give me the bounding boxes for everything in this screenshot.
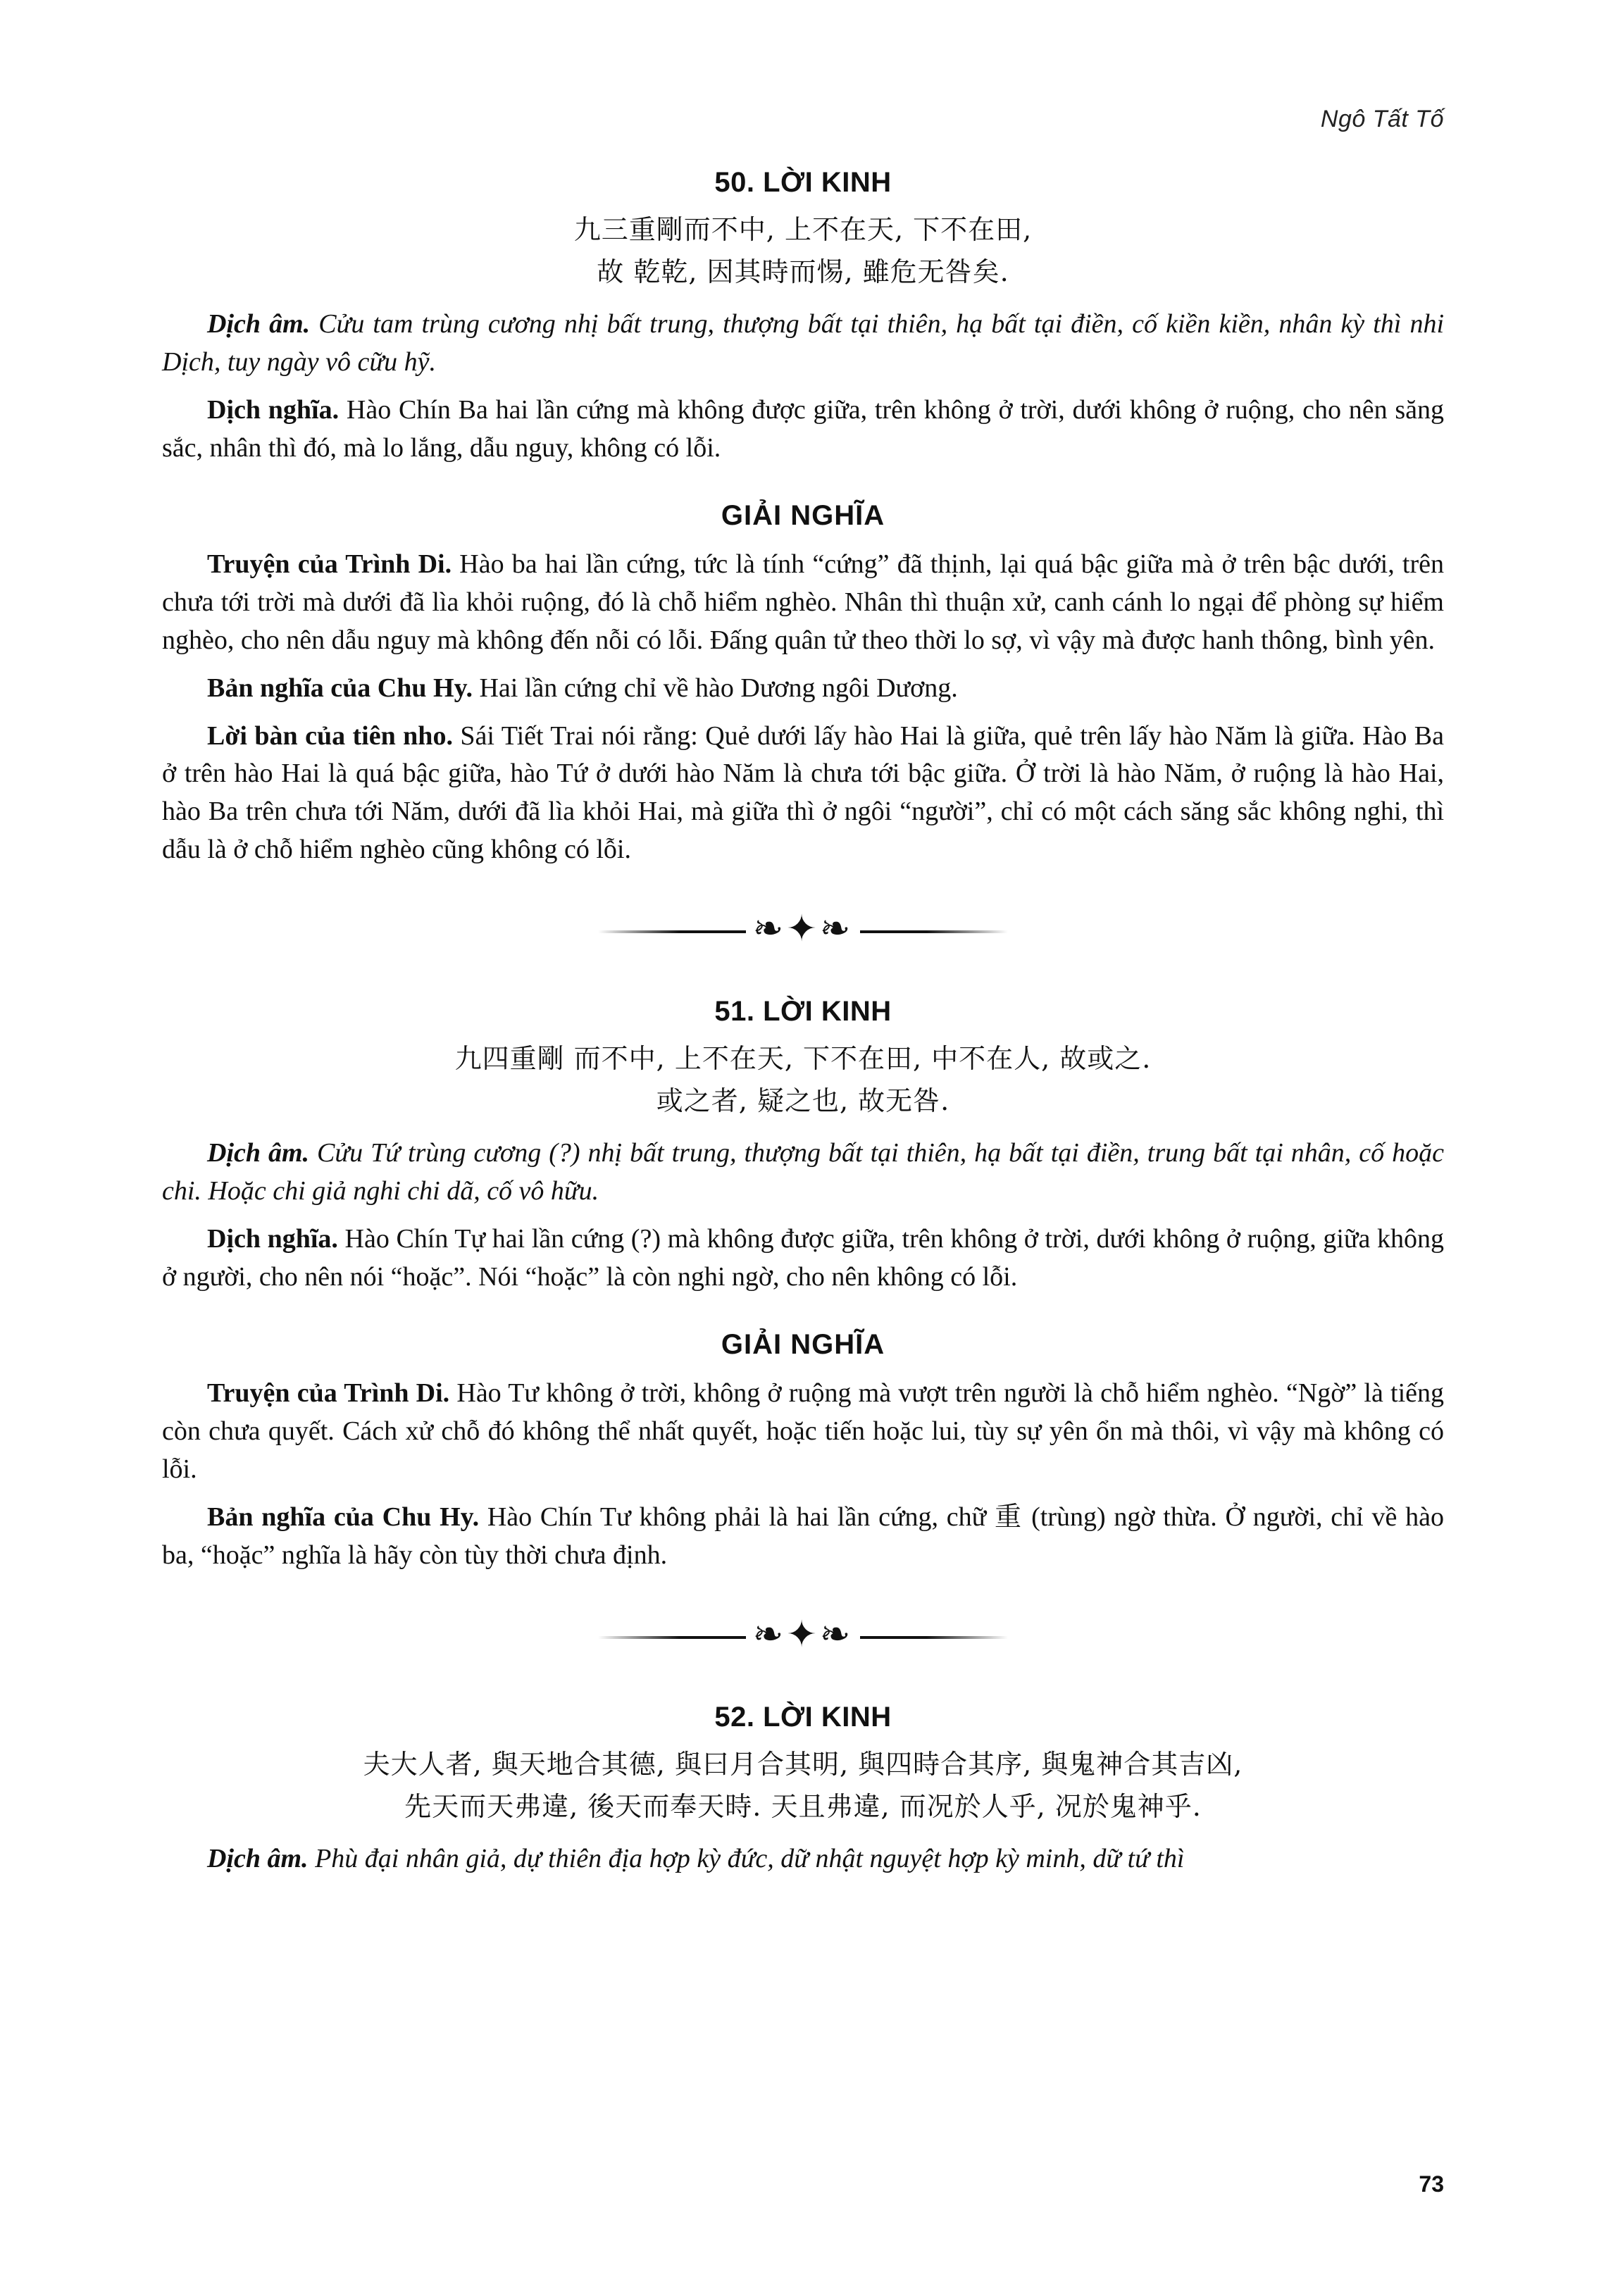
running-head: Ngô Tất Tố bbox=[1320, 106, 1444, 132]
paragraph-dich-am bbox=[162, 306, 1444, 382]
paragraph-lead: Dịch nghĩa. bbox=[207, 1224, 338, 1254]
paragraph-text: Hào Chín Tự hai lần cứng (?) mà không được giữa, trên không ở trời, dưới không ở ruộng, giữa không ở người, cho nên nói “hoặc”. Nói “hoặc” là còn nghi ngờ, cho nên không có lỗi. bbox=[162, 1224, 1445, 1292]
paragraph-lead: Truyện của Trình Di. bbox=[207, 1378, 450, 1409]
paragraph-dich-nghia bbox=[162, 392, 1444, 468]
han-line: 九三重剛而不中, 上不在天, 下不在田, bbox=[573, 214, 1033, 245]
paragraph-lead: Dịch âm. bbox=[207, 1138, 310, 1168]
section-heading-51: 51. LỜI KINH bbox=[714, 996, 892, 1028]
paragraph-dich-nghia bbox=[162, 1221, 1444, 1297]
paragraph-lead: Lời bàn của tiên nho. bbox=[207, 720, 453, 751]
page-content bbox=[162, 167, 1444, 1878]
divider-rule-left bbox=[598, 1636, 746, 1639]
ornament-glyph: ❧✦❧ bbox=[752, 908, 854, 951]
paragraph-ban-nghia-chu-hy bbox=[162, 670, 1444, 708]
paragraph-lead: Bản nghĩa của Chu Hy. bbox=[207, 1502, 480, 1532]
divider-rule-left bbox=[598, 930, 746, 933]
paragraph-lead: Dịch âm. bbox=[207, 308, 311, 339]
paragraph-text: Hào Chín Ba hai lần cứng mà không được giữa, trên không ở trời, dưới không ở ruộng, cho nên săng sắc, nhân thì đó, mà lo lắng, dẫu nguy, không có lỗi. bbox=[162, 394, 1445, 463]
han-line: 先天而天弗違, 後天而奉天時. 天且弗違, 而况於人乎, 况於鬼神乎. bbox=[404, 1790, 1202, 1822]
section-heading-50: 50. LỜI KINH bbox=[714, 167, 892, 198]
paragraph-text: Hào ba hai lần cứng, tức là tính “cứng” đã thịnh, lại quá bậc giữa mà ở trên bậc dưới, trên chưa tới trời mà dưới đã lìa khỏi ruộng, đó là chỗ hiểm nghèo. Nhân thì thuận xử, canh cánh lo ngại để phòng sự hiểm nghèo, cho nên dẫu nguy mà không đến nỗi có lỗi. Đấng quân tử theo thời lo sợ, vì vậy mà được hanh thông, bình yên. bbox=[162, 549, 1444, 655]
ornament-glyph: ❧✦❧ bbox=[752, 1613, 854, 1656]
paragraph-truyen-trinh-di bbox=[162, 546, 1444, 660]
paragraph-text: Hai lần cứng chỉ về hào Dương ngôi Dương. bbox=[472, 673, 958, 703]
divider-rule-right bbox=[860, 930, 1008, 933]
paragraph-dich-am bbox=[162, 1840, 1444, 1878]
paragraph-lead: Dịch âm. bbox=[207, 1843, 309, 1873]
section-divider-ornament bbox=[162, 907, 1444, 956]
paragraph-truyen-trinh-di bbox=[162, 1375, 1444, 1489]
paragraph-dich-am bbox=[162, 1135, 1444, 1211]
han-line: 夫大人者, 與天地合其德, 與曰月合其明, 與四時合其序, 與鬼神合其吉凶, bbox=[363, 1748, 1243, 1780]
subsection-heading-giai-nghia: GIẢI NGHĨA bbox=[721, 499, 885, 531]
paragraph-text: Cửu Tứ trùng cương (?) nhị bất trung, thượng bất tại thiên, hạ bất tại điền, trung bất tại nhân, cố hoặc chi. Hoặc chi giả nghi chi dã, cố vô hữu. bbox=[162, 1138, 1445, 1206]
page-number: 73 bbox=[1419, 2171, 1444, 2197]
paragraph-lead: Bản nghĩa của Chu Hy. bbox=[207, 673, 473, 703]
han-line: 九四重剛 而不中, 上不在天, 下不在田, 中不在人, 故或之. bbox=[454, 1043, 1152, 1075]
paragraph-loi-ban-tien-nho bbox=[162, 718, 1444, 870]
han-line: 或之者, 疑之也, 故无咎. bbox=[656, 1085, 950, 1117]
han-line: 故 乾乾, 因其時而惕, 雖危无咎矣. bbox=[597, 256, 1009, 287]
paragraph-text: Hào Tư không ở trời, không ở ruộng mà vượt trên người là chỗ hiểm nghèo. “Ngờ” là tiếng còn chưa quyết. Cách xử chỗ đó không thể nhất quyết, hoặc tiến hoặc lui, tùy sự yên ổn mà thôi, vì vậy mà không có lỗi. bbox=[162, 1378, 1444, 1484]
paragraph-lead: Truyện của Trình Di. bbox=[207, 549, 452, 579]
section-divider-ornament bbox=[162, 1613, 1444, 1662]
paragraph-text: Phù đại nhân giả, dự thiên địa hợp kỳ đức, dữ nhật nguyệt hợp kỳ minh, dữ tứ thì bbox=[308, 1843, 1185, 1873]
paragraph-ban-nghia-chu-hy bbox=[162, 1499, 1444, 1575]
paragraph-text: Sái Tiết Trai nói rằng: Quẻ dưới lấy hào Hai là giữa, quẻ trên lấy hào Năm là giữa. Hào Ba ở trên hào Hai là quá bậc giữa, hào Tứ ở dưới hào Năm là chưa tới bậc giữa. Ở trời là hào Năm, ở ruộng là hào Hai, hào Ba trên chưa tới Năm, dưới đã lìa khỏi Hai, mà giữa thì ở ngôi “người”, chỉ có một cách săng sắc không nghi, thì dẫu là ở chỗ hiểm nghèo cũng không có lỗi. bbox=[162, 720, 1444, 865]
divider-rule-right bbox=[860, 1636, 1008, 1639]
section-heading-52: 52. LỜI KINH bbox=[714, 1701, 892, 1733]
paragraph-text: Cửu tam trùng cương nhị bất trung, thượng bất tại thiên, hạ bất tại điền, cố kiền kiền, nhân kỳ thì nhi Dịch, tuy ngày vô cữu hỹ. bbox=[162, 308, 1445, 377]
paragraph-text: Hào Chín Tư không phải là hai lần cứng, chữ 重 (trùng) ngờ thừa. Ở người, chỉ về hào ba, “hoặc” nghĩa là hãy còn tùy thời chưa định. bbox=[162, 1502, 1444, 1570]
paragraph-lead: Dịch nghĩa. bbox=[207, 394, 340, 425]
subsection-heading-giai-nghia: GIẢI NGHĨA bbox=[721, 1329, 885, 1361]
